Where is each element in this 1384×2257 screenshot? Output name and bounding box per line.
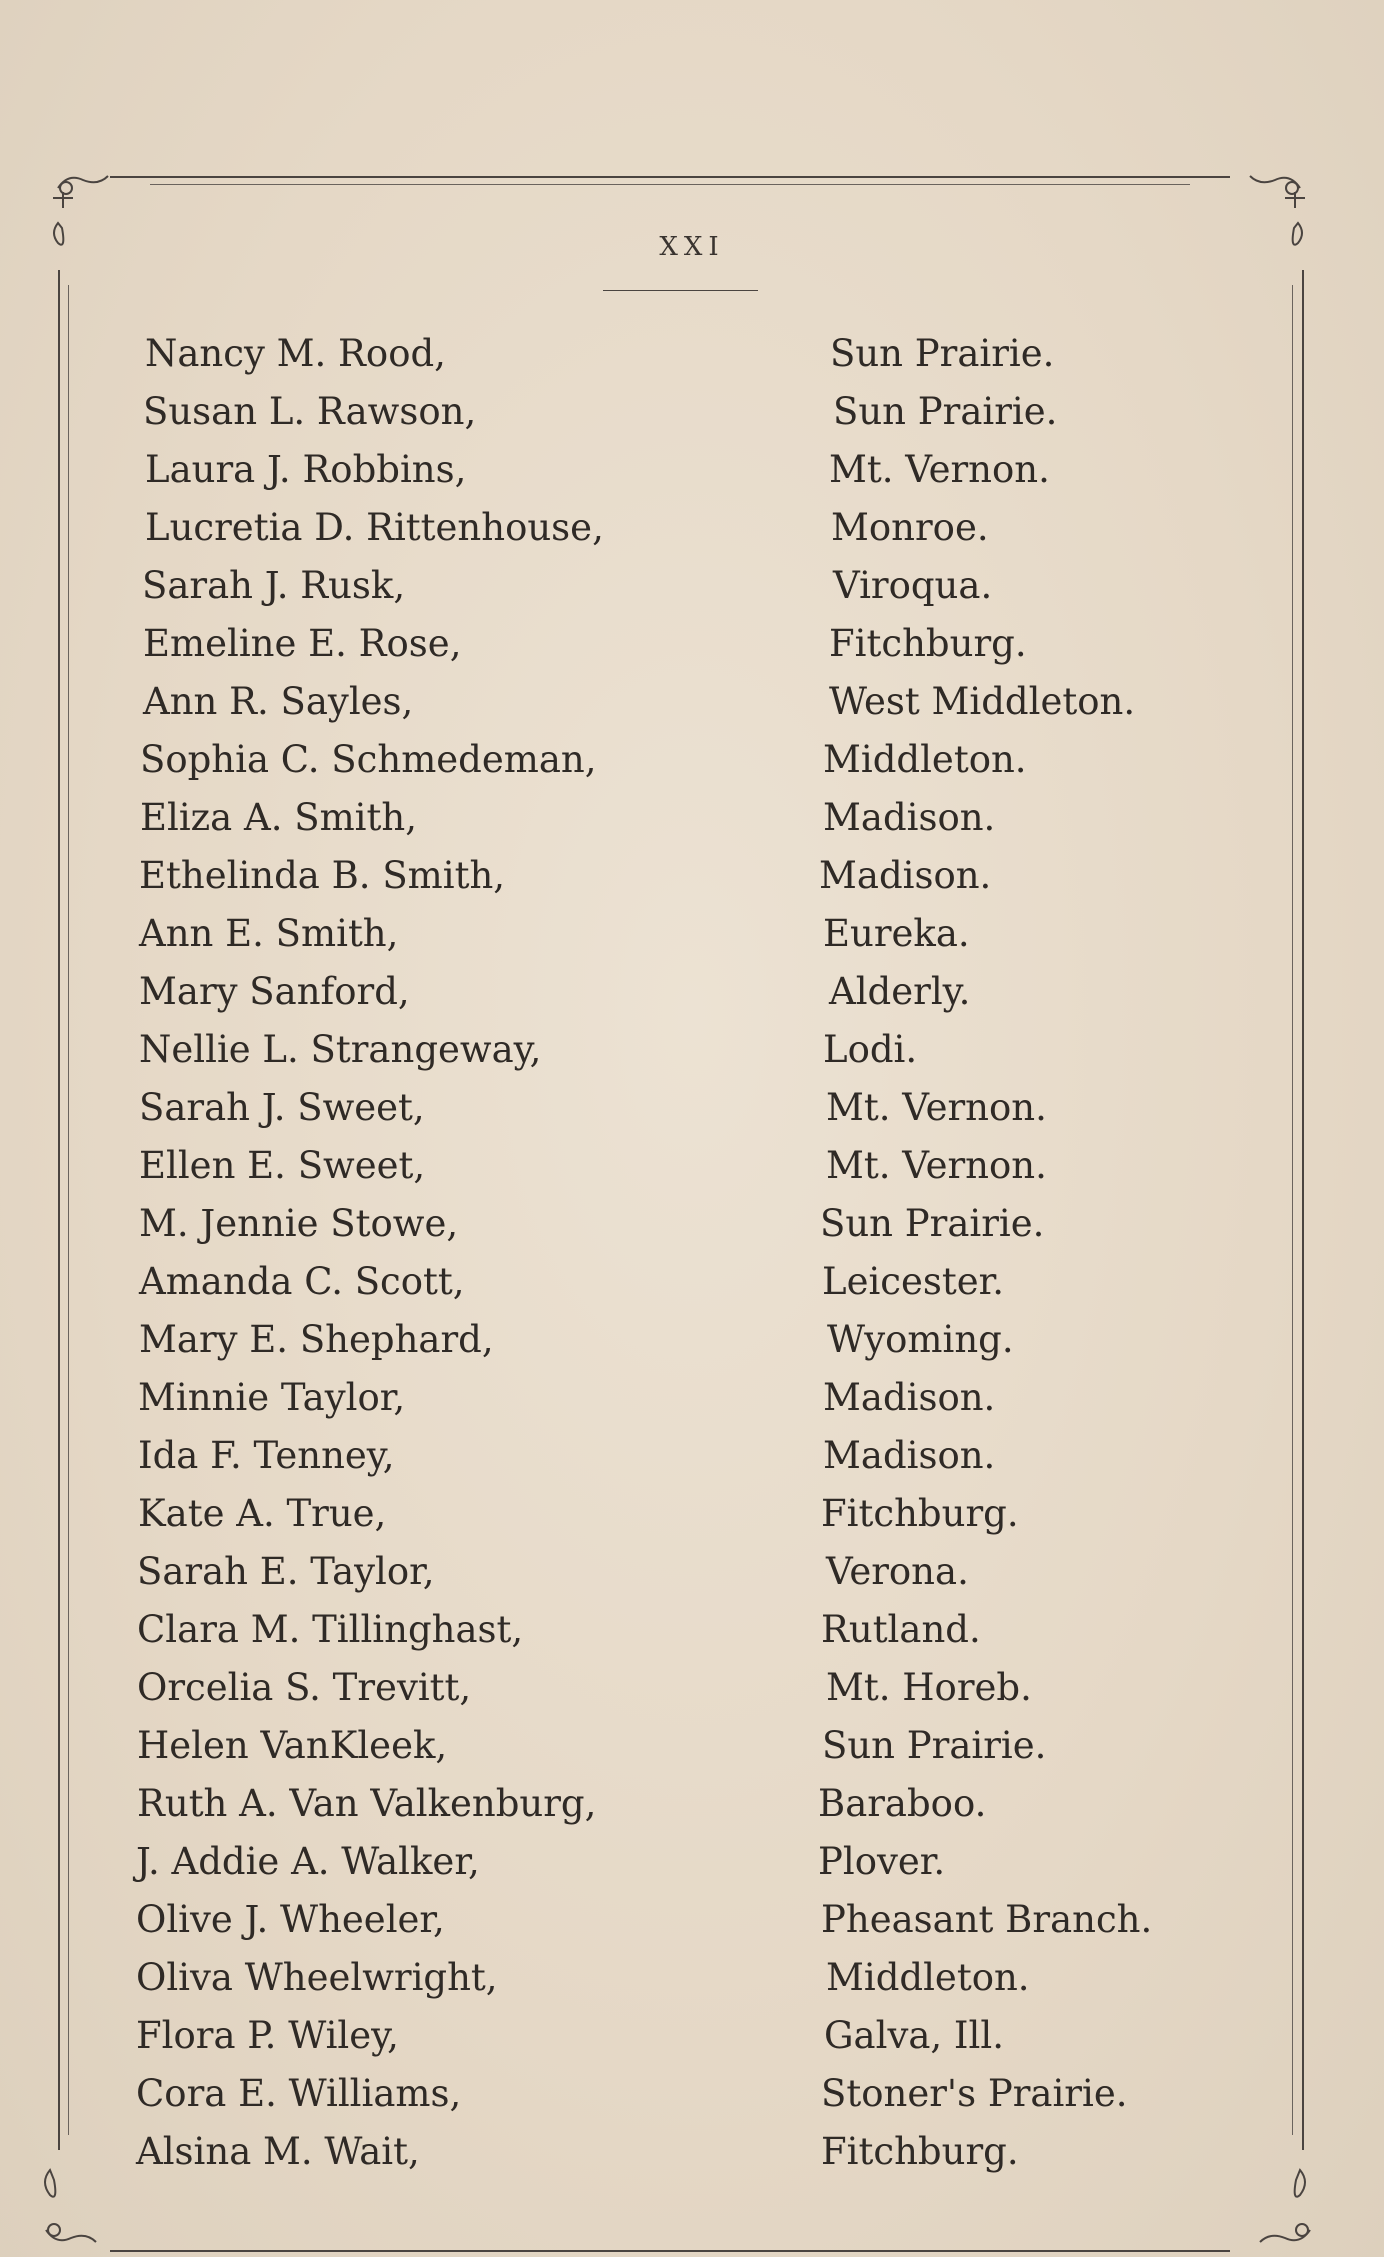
student-name: Cora E. Williams, [136, 2072, 462, 2115]
student-hometown: Madison. [823, 1376, 996, 1419]
student-name: Orcelia S. Trevitt, [137, 1666, 472, 1709]
student-name: Sarah E. Taylor, [137, 1550, 435, 1593]
student-name: Ruth A. Van Valkenburg, [137, 1782, 597, 1825]
list-item [0, 1142, 1384, 1200]
list-item [0, 736, 1384, 794]
list-item [0, 2012, 1384, 2070]
list-item [0, 1780, 1384, 1838]
list-item [0, 1896, 1384, 1954]
student-name: Mary Sanford, [139, 970, 410, 1013]
student-hometown: Stoner's Prairie. [821, 2072, 1128, 2115]
list-item [0, 620, 1384, 678]
list-item [0, 1026, 1384, 1084]
student-name: Ellen E. Sweet, [139, 1144, 426, 1187]
border-top-inner-rule [150, 184, 1190, 185]
student-hometown: Madison. [823, 1434, 996, 1477]
student-hometown: Lodi. [823, 1028, 918, 1071]
student-hometown: Wyoming. [827, 1318, 1014, 1361]
list-item [0, 1664, 1384, 1722]
student-hometown: Middleton. [823, 738, 1027, 781]
student-hometown: Madison. [823, 796, 996, 839]
student-name: Ida F. Tenney, [138, 1434, 395, 1477]
list-item [0, 446, 1384, 504]
student-name: Susan L. Rawson, [143, 390, 477, 433]
list-item [0, 1954, 1384, 2012]
student-name: Lucretia D. Rittenhouse, [145, 506, 604, 549]
student-name: Sophia C. Schmedeman, [140, 738, 597, 781]
student-hometown: Mt. Vernon. [829, 448, 1050, 491]
student-hometown: Eureka. [823, 912, 970, 955]
student-hometown: Fitchburg. [821, 2130, 1019, 2173]
student-hometown: Mt. Vernon. [826, 1086, 1047, 1129]
student-hometown: Baraboo. [818, 1782, 987, 1825]
student-hometown: Madison. [819, 854, 992, 897]
student-name: Laura J. Robbins, [145, 448, 467, 491]
student-hometown: Pheasant Branch. [821, 1898, 1153, 1941]
student-name: Minnie Taylor, [138, 1376, 406, 1419]
student-hometown: Alderly. [829, 970, 971, 1013]
list-item [0, 678, 1384, 736]
list-item [0, 1838, 1384, 1896]
student-hometown: Verona. [826, 1550, 969, 1593]
student-name: Nellie L. Strangeway, [139, 1028, 542, 1071]
student-hometown: Sun Prairie. [833, 390, 1058, 433]
student-hometown: Leicester. [822, 1260, 1005, 1303]
student-hometown: Plover. [818, 1840, 946, 1883]
student-name: Helen VanKleek, [137, 1724, 448, 1767]
list-item [0, 330, 1384, 388]
student-hometown: Monroe. [831, 506, 989, 549]
student-hometown: Sun Prairie. [830, 332, 1055, 375]
student-name: J. Addie A. Walker, [136, 1840, 480, 1883]
student-name: Eliza A. Smith, [140, 796, 417, 839]
student-list [0, 330, 1384, 2186]
student-hometown: West Middleton. [829, 680, 1136, 723]
student-name: Mary E. Shephard, [139, 1318, 494, 1361]
student-name: Nancy M. Rood, [145, 332, 446, 375]
student-name: Ethelinda B. Smith, [139, 854, 506, 897]
list-item [0, 1084, 1384, 1142]
student-name: Olive J. Wheeler, [136, 1898, 445, 1941]
student-hometown: Sun Prairie. [822, 1724, 1047, 1767]
student-name: Ann E. Smith, [139, 912, 399, 955]
list-item [0, 1722, 1384, 1780]
list-item [0, 1490, 1384, 1548]
student-name: Sarah J. Rusk, [142, 564, 406, 607]
student-hometown: Fitchburg. [829, 622, 1027, 665]
student-name: Amanda C. Scott, [139, 1260, 465, 1303]
student-hometown: Mt. Vernon. [826, 1144, 1047, 1187]
student-hometown: Fitchburg. [821, 1492, 1019, 1535]
list-item [0, 852, 1384, 910]
list-item [0, 1258, 1384, 1316]
student-name: Ann R. Sayles, [143, 680, 414, 723]
list-item [0, 2128, 1384, 2186]
list-item [0, 1200, 1384, 1258]
list-item [0, 1374, 1384, 1432]
student-name: Flora P. Wiley, [136, 2014, 399, 2057]
student-name: Sarah J. Sweet, [139, 1086, 425, 1129]
page-number-rule [603, 290, 758, 291]
list-item [0, 1548, 1384, 1606]
list-item [0, 1432, 1384, 1490]
student-hometown: Sun Prairie. [820, 1202, 1045, 1245]
list-item [0, 794, 1384, 852]
border-bottom-rule [110, 2250, 1230, 2252]
student-hometown: Viroqua. [833, 564, 993, 607]
list-item [0, 910, 1384, 968]
list-item [0, 388, 1384, 446]
student-name: Kate A. True, [138, 1492, 387, 1535]
list-item [0, 2070, 1384, 2128]
list-item [0, 968, 1384, 1026]
student-hometown: Mt. Horeb. [826, 1666, 1032, 1709]
list-item [0, 1606, 1384, 1664]
student-name: Alsina M. Wait, [136, 2130, 420, 2173]
student-name: Oliva Wheelwright, [136, 1956, 498, 1999]
student-name: M. Jennie Stowe, [139, 1202, 459, 1245]
student-name: Clara M. Tillinghast, [137, 1608, 524, 1651]
list-item [0, 504, 1384, 562]
list-item [0, 562, 1384, 620]
student-hometown: Middleton. [826, 1956, 1030, 1999]
list-item [0, 1316, 1384, 1374]
student-name: Emeline E. Rose, [143, 622, 462, 665]
student-hometown: Galva, Ill. [824, 2014, 1004, 2057]
page-number: XXI [659, 232, 725, 262]
student-hometown: Rutland. [821, 1608, 981, 1651]
border-top-rule [110, 176, 1230, 178]
